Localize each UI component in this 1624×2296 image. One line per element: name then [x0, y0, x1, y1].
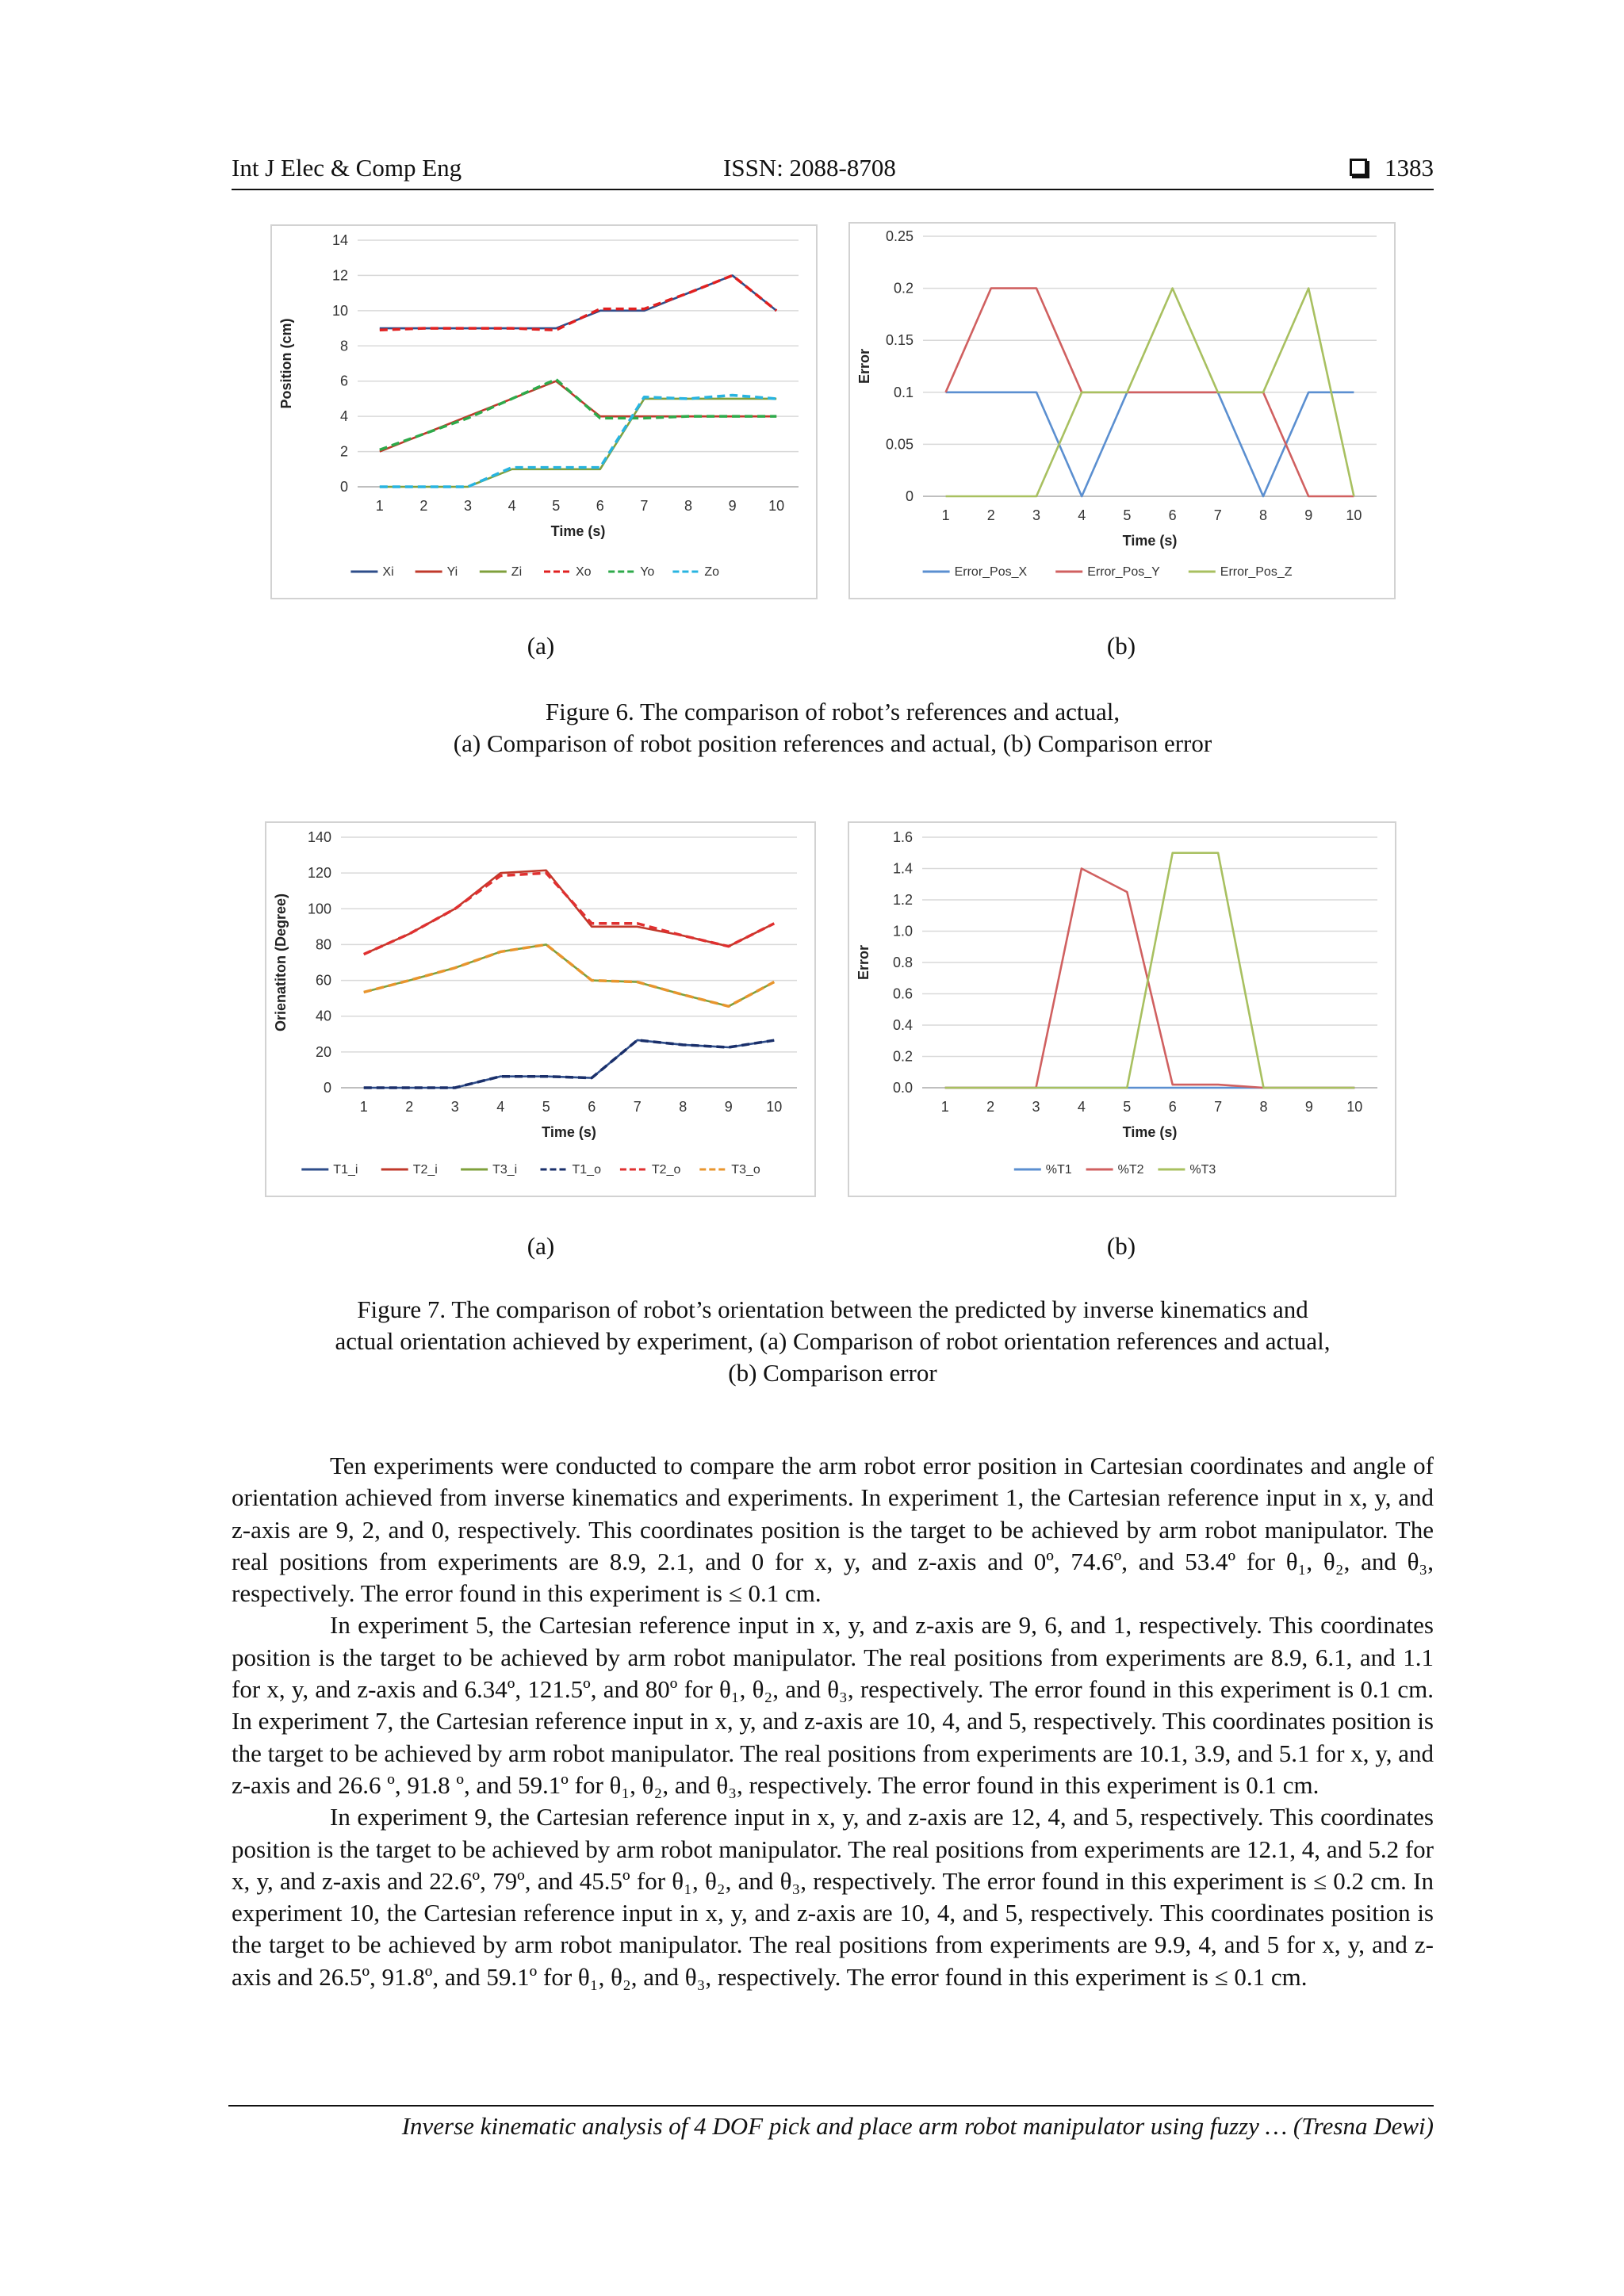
x-tick-label: 7	[1213, 507, 1222, 523]
y-tick-label: 12	[331, 267, 348, 284]
y-axis-title: Error	[856, 944, 871, 981]
figure7-caption-line2: actual orientation achieved by experiment, (a) Comparison of robot orientation references and actual,	[335, 1327, 1331, 1355]
x-tick-label: 6	[596, 498, 604, 514]
x-tick-label: 8	[684, 498, 693, 514]
y-tick-label: 80	[315, 936, 331, 953]
series-line-yo	[380, 379, 776, 450]
y-tick-label: 0.6	[892, 985, 913, 1002]
x-tick-label: 9	[724, 1099, 733, 1115]
legend-label: T1_o	[572, 1163, 601, 1177]
figure7b-svg	[849, 823, 1395, 1196]
y-axis-title: Orienatiton (Degree)	[273, 893, 289, 1032]
legend-label: Error_Pos_X	[954, 565, 1028, 579]
x-tick-label: 5	[552, 498, 561, 514]
y-tick-label: 1.4	[892, 860, 913, 877]
legend-label: Xi	[382, 565, 394, 579]
figure7-sub-a: (a)	[527, 1232, 555, 1260]
figure6-sub-b: (b)	[1106, 632, 1136, 660]
y-tick-label: 0.1	[893, 384, 914, 400]
figure7a-chart	[265, 821, 816, 1197]
x-tick-label: 10	[1346, 1099, 1363, 1115]
paragraph-2: In experiment 5, the Cartesian reference input in x, y, and z-axis are 9, 6, and 1, respectively. This coordinates position is the target to be achieved by arm robot manipulator. The real positions from experiments are 8.9, 6.1, and 1.1 for x, y, and z-axis and 6.34º, 121.5º, and 80º for θ₁, θ₂, and θ₃, respectively. The error found in this experiment is 0.1 cm. In experiment 7, the Cartesian reference input in x, y, and z-axis are 10, 4, and 5, respectively. This coordinates position is the target to be achieved by arm robot manipulator. The real positions from experiments are 10.1, 3.9, and 5.1 for x, y, and z-axis and 26.6 º, 91.8 º, and 59.1º for θ₁, θ₂, and θ₃, respectively. The error found in this experiment is 0.1 cm.	[232, 1611, 1434, 1799]
journal-name: Int J Elec & Comp Eng	[232, 154, 462, 182]
legend-label: %T1	[1045, 1163, 1072, 1177]
legend-label: T3_o	[731, 1163, 760, 1177]
series-line-t1i	[364, 1040, 775, 1088]
x-tick-label: 3	[1032, 1099, 1040, 1115]
running-footer: Inverse kinematic analysis of 4 DOF pick and place arm robot manipulator using fuzzy … (Tresna Dewi)	[401, 2112, 1434, 2140]
x-tick-label: 10	[768, 498, 785, 514]
x-tick-label: 2	[405, 1099, 414, 1115]
legend-label: Zi	[511, 565, 523, 579]
legend-label: T1_i	[333, 1163, 358, 1177]
y-axis-title: Position (cm)	[278, 318, 294, 409]
x-tick-label: 4	[1078, 507, 1086, 523]
x-tick-label: 2	[986, 1099, 995, 1115]
series-line-zo	[380, 395, 776, 487]
x-tick-label: 8	[1258, 507, 1268, 523]
x-axis-title: Time (s)	[1122, 1124, 1178, 1140]
x-tick-label: 9	[728, 498, 737, 514]
series-line-xo	[380, 275, 776, 330]
figure6a-chart	[270, 224, 818, 599]
figure7-caption	[232, 1294, 1434, 1389]
y-tick-label: 2	[339, 443, 348, 460]
x-axis-title: Time (s)	[550, 523, 606, 539]
legend-label: Error_Pos_Z	[1220, 565, 1293, 579]
figure7a-svg	[266, 823, 814, 1196]
x-axis-title: Time (s)	[542, 1124, 596, 1140]
figure7-caption-line1: Figure 7. The comparison of robot’s orientation between the predicted by inverse kinematics and	[357, 1295, 1308, 1323]
y-tick-label: 0.05	[885, 436, 914, 453]
y-tick-label: 0.2	[893, 280, 914, 297]
paragraph-1: Ten experiments were conducted to compare the arm robot error position in Cartesian coordinates and angle of orientation achieved from inverse kinematics and experiments. In experiment 1, the Cartesian reference input in x, y, and z-axis are 9, 2, and 0, respectively. This coordinates position is the target to be achieved by arm robot manipulator. The real positions from experiments are 8.9, 2.1, and 0 for x, y, and z-axis and 0º, 74.6º, and 53.4º for θ₁, θ₂, and θ₃, respectively. The error found in this experiment is ≤ 0.1 cm.	[232, 1452, 1434, 1608]
x-tick-label: 1	[941, 507, 950, 523]
y-tick-label: 1.2	[892, 892, 913, 908]
y-tick-label: 0.0	[892, 1080, 913, 1096]
legend-label: Yo	[640, 565, 655, 579]
legend-label: %T2	[1117, 1163, 1144, 1177]
x-tick-label: 10	[1346, 507, 1362, 523]
x-axis-title: Time (s)	[1122, 533, 1178, 549]
x-tick-label: 8	[679, 1099, 688, 1115]
x-tick-label: 5	[1123, 1099, 1132, 1115]
y-tick-label: 0.15	[885, 332, 914, 349]
x-tick-label: 3	[1032, 507, 1041, 523]
paragraph-3: In experiment 9, the Cartesian reference input in x, y, and z-axis are 12, 4, and 5, respectively. This coordinates position is the target to be achieved by arm robot manipulator. The real positions from experiments are 12.1, 4, and 5.2 for x, y, and z-axis and 22.6º, 79º, and 45.5º for θ₁, θ₂, and θ₃, respectively. The error found in this experiment is ≤ 0.2 cm. In experiment 10, the Cartesian reference input in x, y, and z-axis are 10, 4, and 5, respectively. This coordinates position is the target to be achieved by arm robot manipulator. The real positions from experiments are 9.9, 4, and 5 for x, y, and z-axis and 26.5º, 91.8º, and 59.1º for θ₁, θ₂, and θ₃, respectively. The error found in this experiment is ≤ 0.1 cm.	[232, 1803, 1434, 1991]
y-tick-label: 60	[315, 972, 331, 989]
y-tick-label: 1.0	[892, 923, 913, 939]
figure6-caption	[232, 696, 1434, 760]
x-tick-label: 5	[1123, 507, 1132, 523]
series-line-t2o	[364, 873, 775, 954]
series-line-zi	[380, 399, 776, 487]
y-tick-label: 6	[339, 373, 348, 389]
figure6-sub-a: (a)	[527, 632, 555, 660]
y-axis-title: Error	[856, 348, 872, 385]
legend-label: T2_i	[412, 1163, 438, 1177]
figure7-caption-line3: (b) Comparison error	[728, 1359, 937, 1387]
x-tick-label: 2	[986, 507, 995, 523]
y-tick-label: 40	[315, 1008, 331, 1024]
x-tick-label: 7	[633, 1099, 642, 1115]
series-line-xi	[380, 275, 776, 328]
x-tick-label: 3	[463, 498, 473, 514]
x-tick-label: 4	[508, 498, 516, 514]
y-tick-label: 100	[307, 901, 331, 917]
x-tick-label: 6	[1168, 1099, 1177, 1115]
series-line-t3o	[364, 944, 775, 1006]
legend-label: Error_Pos_Y	[1087, 565, 1160, 579]
x-tick-label: 5	[542, 1099, 550, 1115]
x-tick-label: 9	[1304, 507, 1313, 523]
running-header	[232, 154, 1434, 189]
series-line-t2	[945, 869, 1355, 1089]
body-text	[232, 1450, 1434, 1993]
x-tick-label: 2	[419, 498, 428, 514]
x-tick-label: 1	[375, 498, 384, 514]
y-tick-label: 0	[339, 479, 348, 495]
y-tick-label: 8	[339, 338, 348, 354]
x-tick-label: 1	[940, 1099, 949, 1115]
square-bullet-icon	[1350, 159, 1367, 176]
x-tick-label: 6	[588, 1099, 596, 1115]
y-tick-label: 1.6	[892, 829, 913, 845]
x-tick-label: 6	[1168, 507, 1177, 523]
y-tick-label: 4	[339, 408, 348, 425]
y-tick-label: 10	[331, 302, 348, 319]
figure7-sub-b: (b)	[1106, 1232, 1136, 1260]
y-tick-label: 0.2	[892, 1048, 913, 1065]
legend-label: T3_i	[492, 1163, 518, 1177]
x-tick-label: 4	[496, 1099, 505, 1115]
x-tick-label: 9	[1304, 1099, 1313, 1115]
figure6-caption-line1: Figure 6. The comparison of robot’s references and actual,	[545, 698, 1120, 725]
x-tick-label: 7	[640, 498, 649, 514]
y-tick-label: 140	[307, 829, 331, 845]
x-tick-label: 4	[1077, 1099, 1086, 1115]
footer-rule	[228, 2105, 1434, 2107]
legend-label: Xo	[576, 565, 592, 579]
issn: ISSN: 2088-8708	[723, 154, 896, 182]
figure6-caption-line2: (a) Comparison of robot position references and actual, (b) Comparison error	[453, 729, 1212, 757]
y-tick-label: 0.4	[892, 1017, 913, 1033]
y-tick-label: 0.25	[885, 228, 914, 244]
legend-label: Yi	[446, 565, 458, 579]
figure6b-chart	[848, 222, 1396, 599]
figure6a-svg	[272, 226, 816, 598]
series-line-t3	[945, 853, 1355, 1088]
legend-label: T2_o	[651, 1163, 681, 1177]
x-tick-label: 3	[450, 1099, 459, 1115]
x-tick-label: 7	[1214, 1099, 1223, 1115]
x-tick-label: 10	[766, 1099, 783, 1115]
y-tick-label: 0	[905, 488, 914, 504]
figure7b-chart	[848, 821, 1396, 1197]
figure6b-svg	[850, 224, 1394, 598]
legend-label: %T3	[1189, 1163, 1216, 1177]
y-tick-label: 0.8	[892, 955, 913, 970]
x-tick-label: 8	[1259, 1099, 1268, 1115]
y-tick-label: 120	[307, 865, 331, 882]
legend-label: Zo	[704, 565, 720, 579]
y-tick-label: 20	[315, 1043, 331, 1060]
page-number: 1383	[1385, 154, 1434, 182]
y-tick-label: 14	[331, 232, 348, 248]
y-tick-label: 0	[323, 1080, 331, 1096]
header-rule	[232, 189, 1434, 190]
x-tick-label: 1	[359, 1099, 368, 1115]
